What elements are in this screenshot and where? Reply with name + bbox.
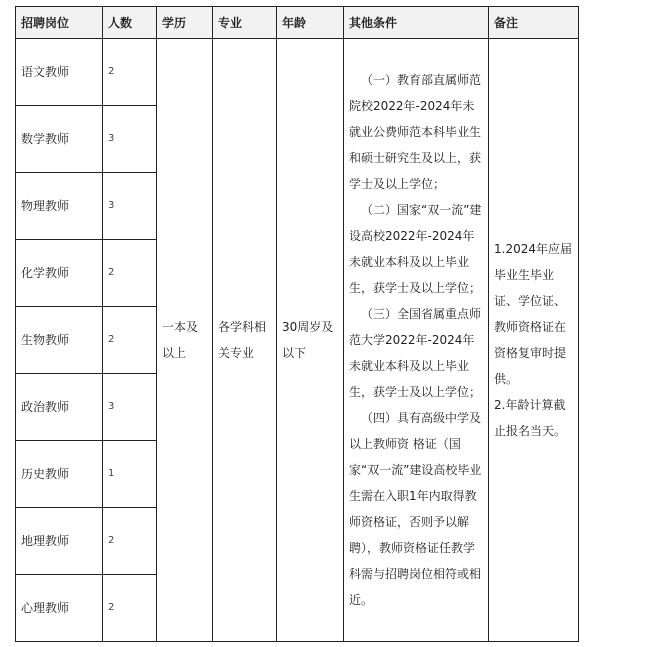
count-cell: 3 <box>103 106 157 173</box>
condition-item: （四）具有高级中学及以上教师资 格证（国家“双一流”建设高校毕业生需在入职1年内取得教师资格证，否则予以解聘），教师资格证任教学科需与招聘岗位相符或相近。 <box>349 411 482 607</box>
recruitment-table <box>15 6 579 642</box>
header-major: 专业 <box>213 7 277 39</box>
table-row <box>16 39 579 106</box>
count-cell: 2 <box>103 39 157 106</box>
major-cell: 各学科相关专业 <box>213 39 277 642</box>
post-cell: 心理教师 <box>16 575 103 642</box>
header-row <box>16 7 579 39</box>
count-cell: 2 <box>103 575 157 642</box>
post-cell: 生物教师 <box>16 307 103 374</box>
conditions-cell <box>344 39 489 642</box>
notes-cell <box>489 39 579 642</box>
header-age: 年龄 <box>277 7 344 39</box>
condition-item: （一）教育部直属师范院校2022年-2024年未就业公费师范本科毕业生和硕士研究生及以上，获学士及以上学位； <box>349 73 482 191</box>
post-cell: 物理教师 <box>16 173 103 240</box>
note-item: 2.年龄计算截止报名当天。 <box>494 398 567 438</box>
count-cell: 2 <box>103 307 157 374</box>
header-post: 招聘岗位 <box>16 7 103 39</box>
post-cell: 数学教师 <box>16 106 103 173</box>
age-cell: 30周岁及以下 <box>277 39 344 642</box>
header-conditions: 其他条件 <box>344 7 489 39</box>
count-cell: 3 <box>103 374 157 441</box>
count-cell: 1 <box>103 441 157 508</box>
count-cell: 2 <box>103 508 157 575</box>
post-cell: 语文教师 <box>16 39 103 106</box>
condition-item: （二）国家“双一流”建设高校2022年-2024年未就业本科及以上毕业生，获学士及以上学位； <box>349 203 482 295</box>
header-count: 人数 <box>103 7 157 39</box>
header-education: 学历 <box>157 7 213 39</box>
count-cell: 2 <box>103 240 157 307</box>
note-item: 1.2024年应届毕业生毕业证、学位证、教师资格证在资格复审时提供。 <box>494 242 572 386</box>
post-cell: 历史教师 <box>16 441 103 508</box>
post-cell: 政治教师 <box>16 374 103 441</box>
post-cell: 化学教师 <box>16 240 103 307</box>
count-cell: 3 <box>103 173 157 240</box>
post-cell: 地理教师 <box>16 508 103 575</box>
header-notes: 备注 <box>489 7 579 39</box>
education-cell: 一本及以上 <box>157 39 213 642</box>
condition-item: （三）全国省属重点师范大学2022年-2024年未就业本科及以上毕业生，获学士及以上学位； <box>349 307 482 399</box>
